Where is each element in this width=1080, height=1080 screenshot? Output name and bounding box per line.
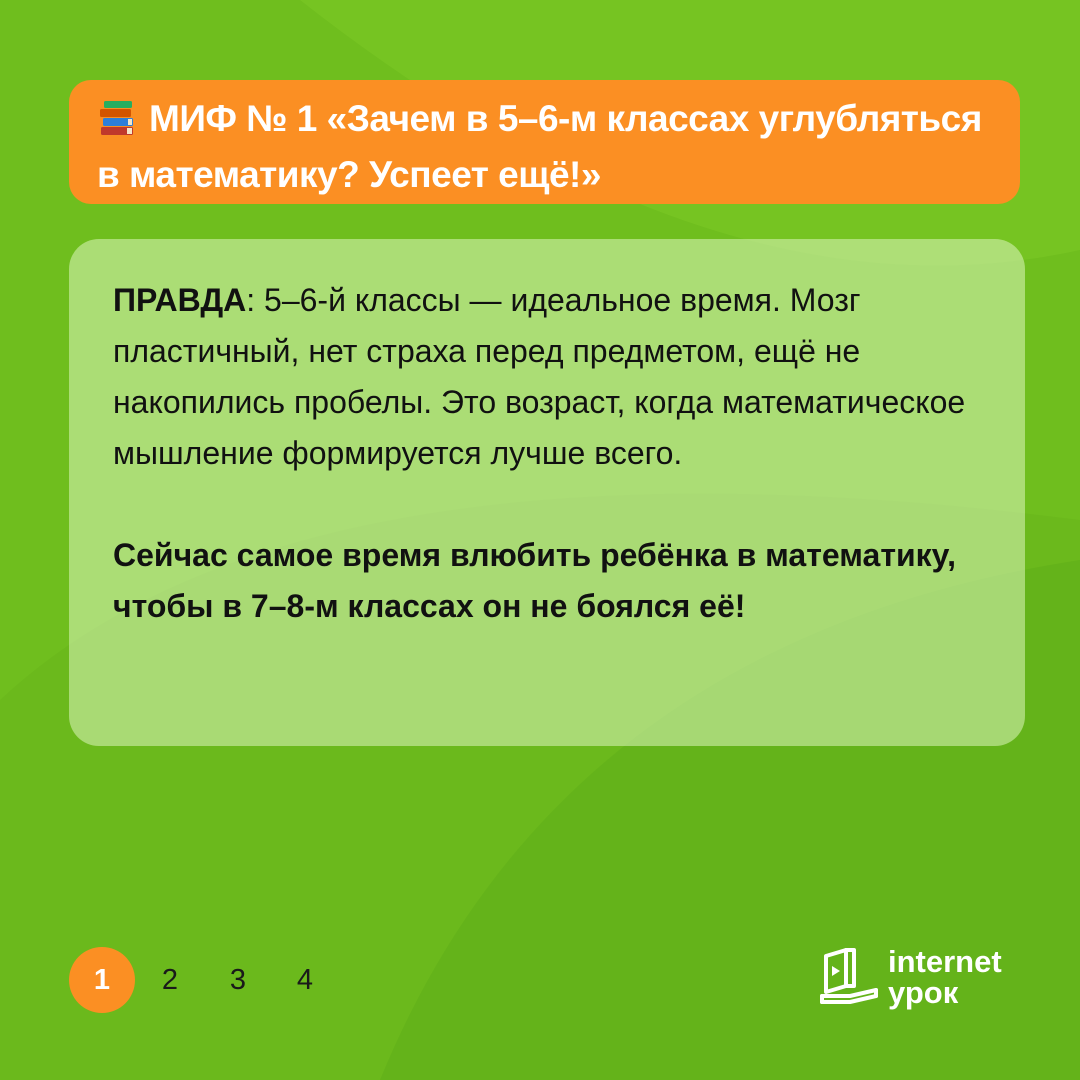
page-4[interactable]: 4: [296, 964, 314, 996]
header-title: МИФ № 1 «Зачем в 5–6-м классах углубляться в математику? Успеет ещё!»: [97, 98, 982, 195]
truth-card: [69, 239, 1025, 746]
truth-paragraph: [113, 275, 985, 479]
internet-urok-logo: [818, 946, 1028, 1012]
header-banner: [69, 80, 1020, 204]
logo-line-internet: internet: [888, 944, 1002, 979]
truth-label: ПРАВДА: [113, 282, 247, 318]
conclusion-text: Сейчас самое время влюбить ребёнка в математику, чтобы в 7–8-м классах он не боялся её!: [113, 537, 956, 624]
logo-text: [888, 946, 1002, 1008]
logo-line-urok: урок: [888, 975, 959, 1010]
page-3[interactable]: 3: [229, 964, 247, 996]
open-book-laptop-icon: [818, 946, 880, 1008]
truth-text: : 5–6-й классы — идеальное время. Мозг пластичный, нет страха перед предметом, ещё не накопились пробелы. Это возраст, когда математическое мышление формируется лучше всего.: [113, 282, 966, 471]
books-icon: [97, 99, 137, 150]
header-title-block: [97, 94, 996, 200]
page-1-active[interactable]: 1: [69, 947, 135, 1013]
page-2[interactable]: 2: [161, 964, 179, 996]
